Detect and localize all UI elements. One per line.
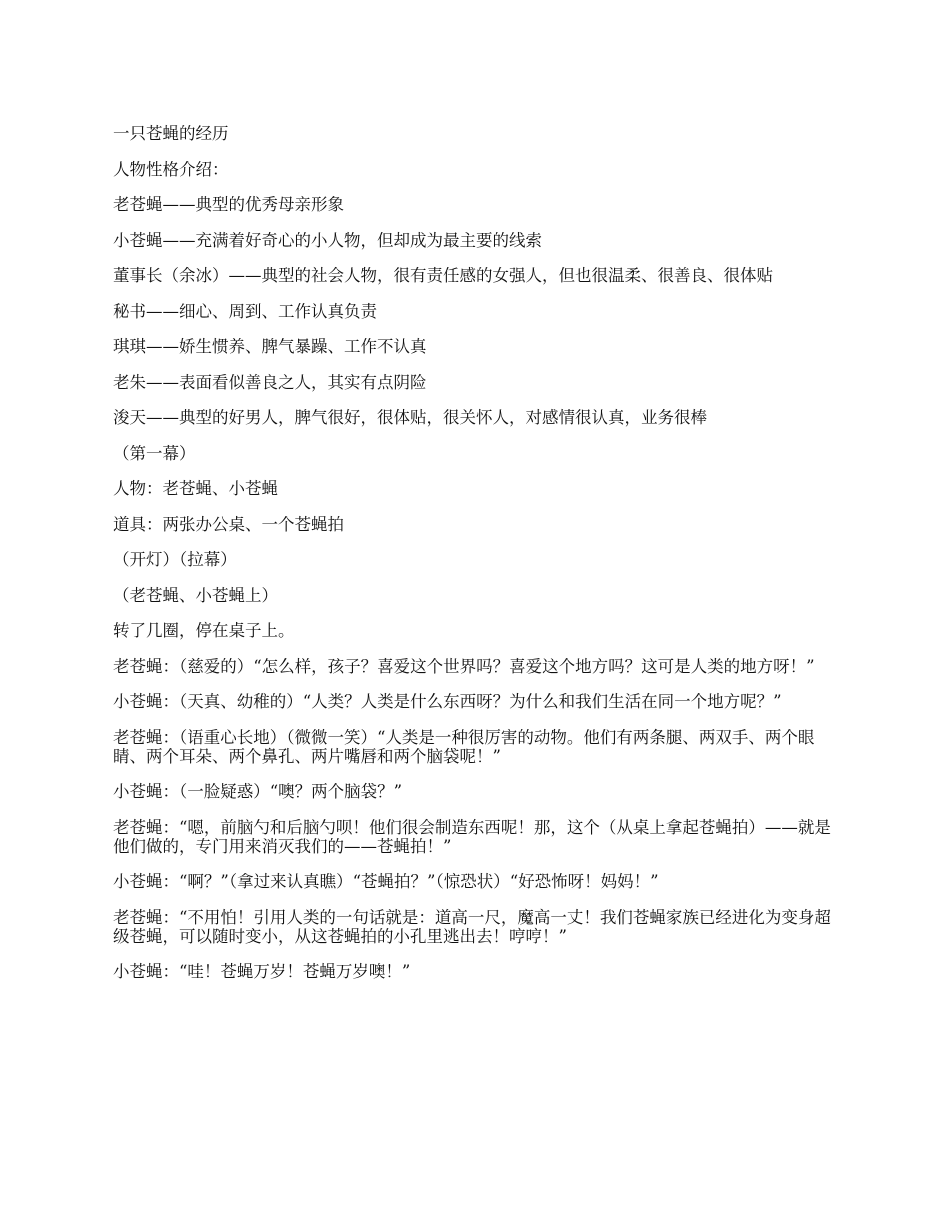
paragraph: 董事长（余冰）——典型的社会人物，很有责任感的女强人，但也很温柔、很善良、很体贴 — [113, 266, 773, 285]
paragraph: （第一幕） — [113, 443, 196, 463]
paragraph: 秘书——细心、周到、工作认真负责 — [113, 301, 377, 321]
paragraph: 老苍蝇：“嗯，前脑勺和后脑勺呗！他们很会制造东西呢！那，这个（从桌上拿起苍蝇拍）——就是他们做的，专门用来消灭我们的——苍蝇拍！” — [113, 817, 831, 856]
paragraph: 小苍蝇：（天真、幼稚的）“人类？人类是什么东西呀？为什么和我们生活在同一个地方呢？” — [113, 692, 782, 711]
paragraph: 人物性格介绍： — [113, 159, 229, 179]
document-title: 一只苍蝇的经历 — [113, 124, 229, 143]
paragraph: 老朱——表面看似善良之人，其实有点阴险 — [113, 372, 427, 392]
paragraph: （开灯）（拉幕） — [113, 550, 237, 569]
paragraph: 浚天——典型的好男人，脾气很好，很体贴，很关怀人，对感情很认真，业务很棒 — [113, 408, 707, 427]
paragraph: 人物：老苍蝇、小苍蝇 — [113, 479, 278, 498]
paragraph: 小苍蝇：“哇！苍蝇万岁！苍蝇万岁噢！” — [113, 962, 411, 981]
paragraph: 老苍蝇：（语重心长地）（微微一笑）“人类是一种很厉害的动物。他们有两条腿、两双手、两个眼睛、两个耳朵、两个鼻孔、两片嘴唇和两个脑袋呢！” — [113, 727, 815, 766]
paragraph: 老苍蝇：“不用怕！引用人类的一句话就是：道高一尺，魔高一丈！我们苍蝇家族已经进化为变身超级苍蝇，可以随时变小，从这苍蝇拍的小孔里逃出去！哼哼！” — [113, 907, 831, 946]
document-body — [113, 124, 843, 998]
paragraph: 转了几圈，停在桌子上。 — [113, 621, 295, 640]
paragraph: 琪琪——娇生惯养、脾气暴躁、工作不认真 — [113, 337, 427, 356]
paragraph: （老苍蝇、小苍蝇上） — [113, 585, 278, 605]
paragraph: 道具：两张办公桌、一个苍蝇拍 — [113, 514, 344, 534]
paragraph: 老苍蝇——典型的优秀母亲形象 — [113, 195, 344, 214]
paragraph: 老苍蝇：（慈爱的）“怎么样，孩子？喜爱这个世界吗？喜爱这个地方吗？这可是人类的地方呀！” — [113, 656, 815, 676]
paragraph: 小苍蝇：“啊？”（拿过来认真瞧）“苍蝇拍？”（惊恐状）“好恐怖呀！妈妈！” — [113, 872, 659, 891]
paragraph: 小苍蝇——充满着好奇心的小人物，但却成为最主要的线索 — [113, 230, 542, 250]
paragraph: 小苍蝇：（一脸疑惑）“噢？两个脑袋？” — [113, 782, 403, 801]
